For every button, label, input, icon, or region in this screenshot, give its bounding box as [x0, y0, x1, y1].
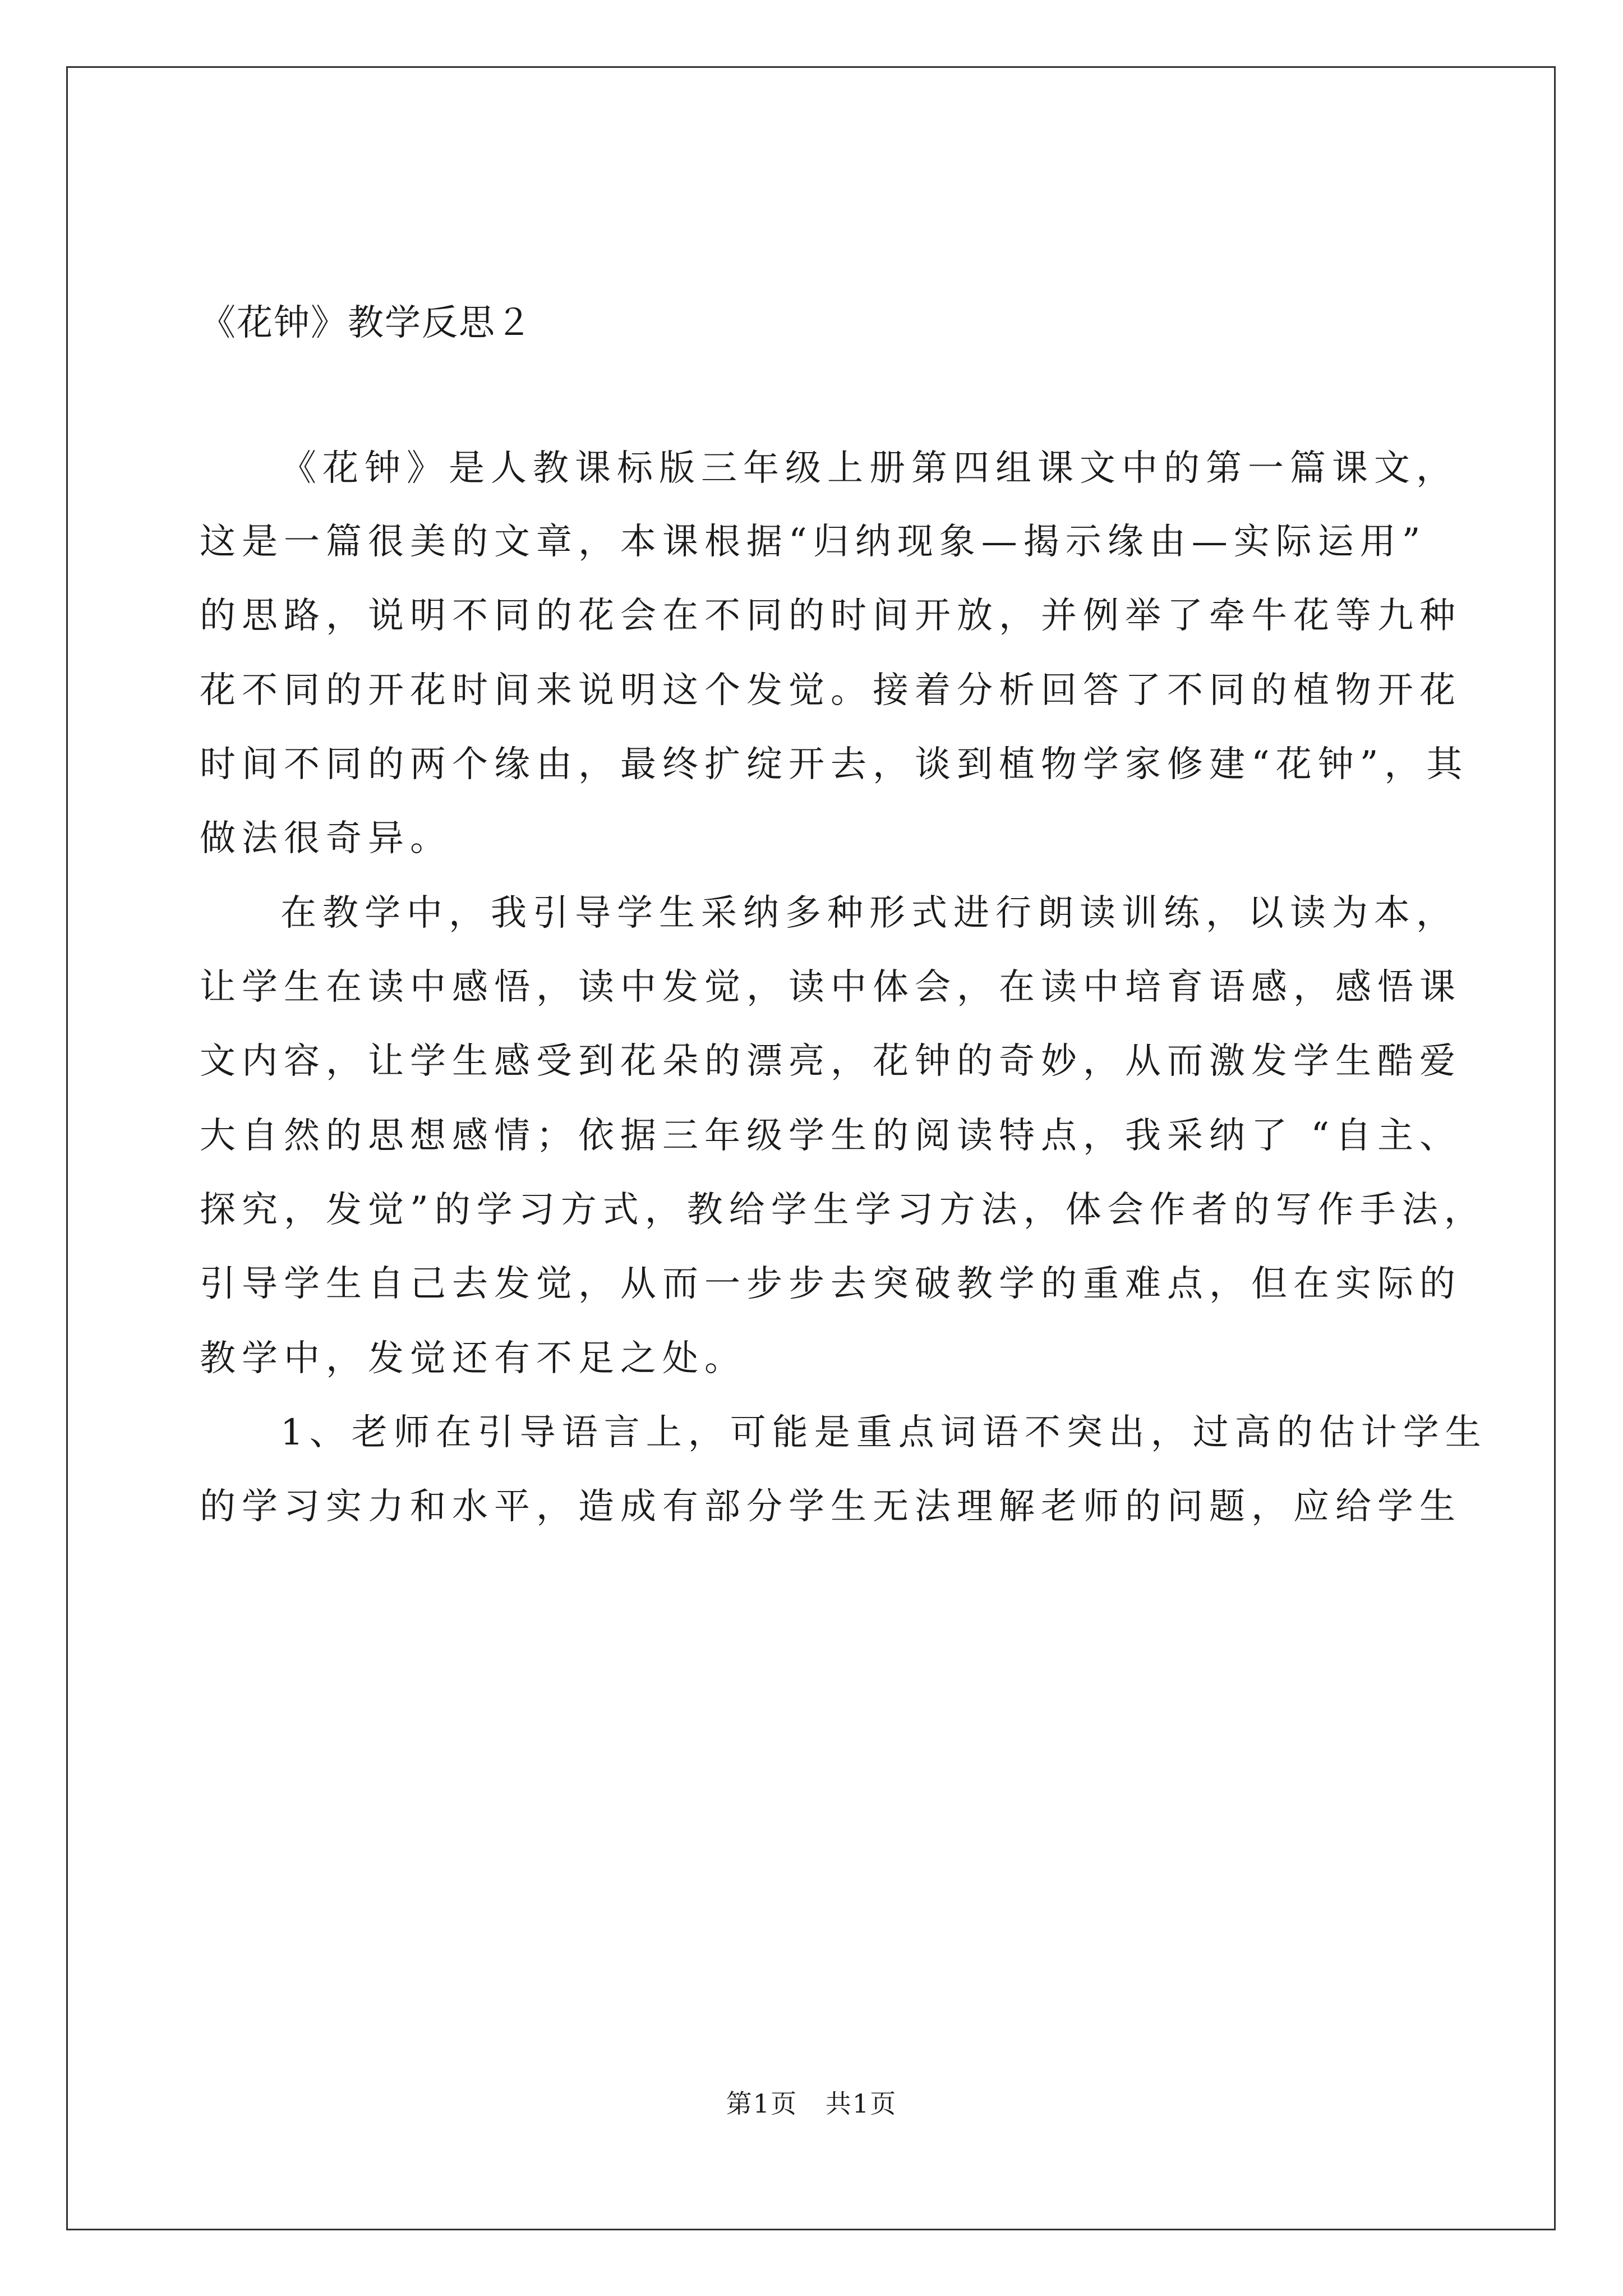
- paragraph-1-line-3: 的思路，说明不同的花会在不同的时间开放，并例举了牵牛花等九种: [200, 595, 1461, 637]
- paragraph-2-line-2: 让学生在读中感悟，读中发觉，读中体会，在读中培育语感，感悟课: [200, 967, 1461, 1008]
- paragraph-2-line-3: 文内容，让学生感受到花朵的漂亮，花钟的奇妙，从而激发学生酷爱: [200, 1041, 1461, 1082]
- paragraph-1-line-1: 《花钟》是人教课标版三年级上册第四组课文中的第一篇课文，: [280, 448, 1458, 489]
- document-title: 《花钟》教学反思２: [200, 302, 533, 344]
- page-number-footer: 第1页 共1页: [726, 2088, 897, 2119]
- paragraph-2-line-7: 教学中，发觉还有不足之处。: [200, 1338, 746, 1379]
- paragraph-2-line-1: 在教学中，我引导学生采纳多种形式进行朗读训练，以读为本，: [280, 892, 1458, 934]
- paragraph-2-line-5: 探究，发觉”的学习方式，教给学生学习方法，体会作者的写作手法，: [200, 1189, 1486, 1231]
- paragraph-2-line-6: 引导学生自己去发觉，从而一步步去突破教学的重难点，但在实际的: [200, 1263, 1461, 1305]
- paragraph-1-line-2: 这是一篇很美的文章，本课根据“归纳现象—揭示缘由—实际运用”: [200, 521, 1427, 563]
- paragraph-1-line-6: 做法很奇异。: [200, 818, 452, 859]
- paragraph-1-line-4: 花不同的开花时间来说明这个发觉。接着分析回答了不同的植物开花: [200, 670, 1461, 711]
- paragraph-3-line-2: 的学习实力和水平，造成有部分学生无法理解老师的问题，应给学生: [200, 1486, 1461, 1527]
- paragraph-1-line-5: 时间不同的两个缘由，最终扩绽开去，谈到植物学家修建“花钟”，其: [200, 744, 1469, 785]
- paragraph-2-line-4: 大自然的思想感情；依据三年级学生的阅读特点，我采纳了 “自主、: [200, 1115, 1462, 1157]
- paragraph-3-line-1: 1、老师在引导语言上，可能是重点词语不突出，过高的估计学生: [280, 1412, 1487, 1453]
